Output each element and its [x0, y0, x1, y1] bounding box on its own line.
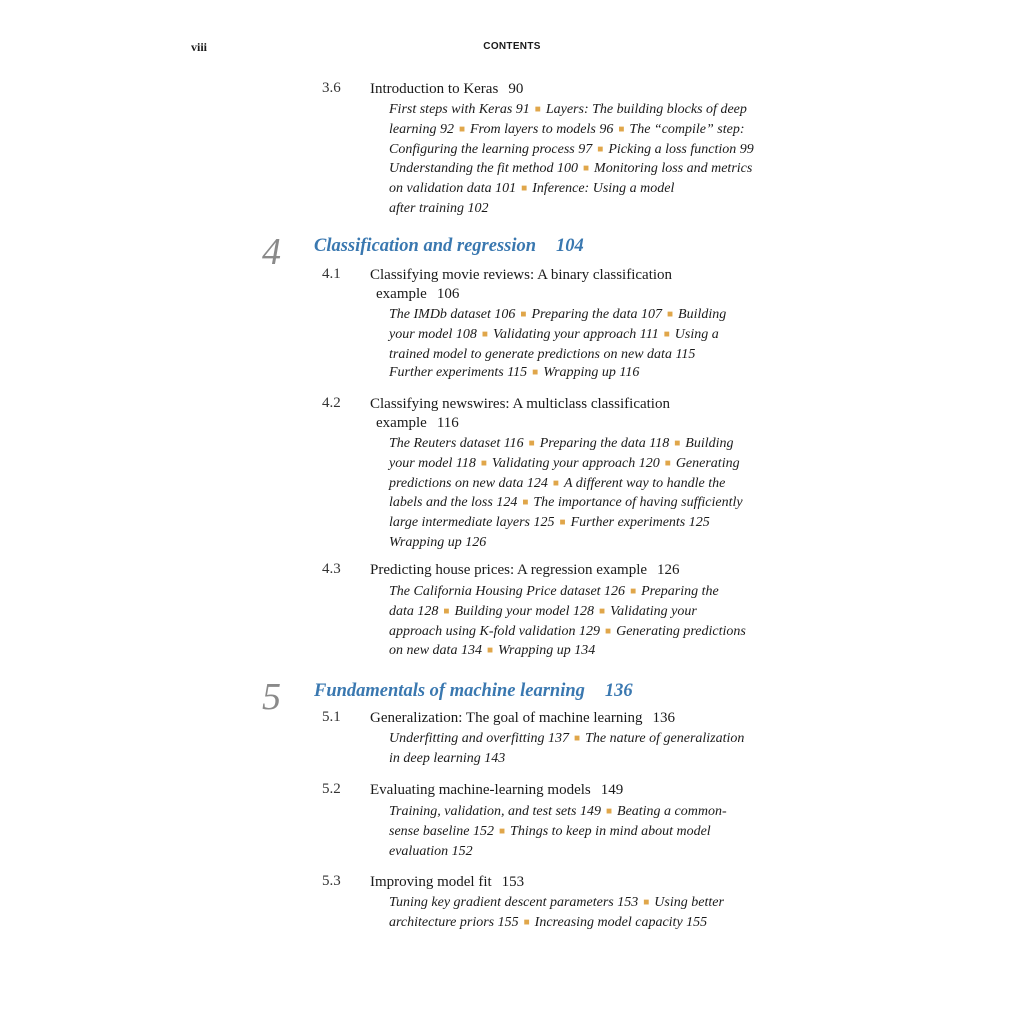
- separator-bullet-icon: ■: [618, 123, 625, 135]
- subtopic-line: [389, 364, 789, 384]
- subtopic-entry[interactable]: sense baseline 152: [389, 823, 494, 839]
- subtopic-entry[interactable]: Building your model 128: [454, 603, 595, 619]
- section-title[interactable]: Classifying newswires: A multiclass classification example 116: [370, 396, 670, 431]
- separator-bullet-icon: ■: [481, 328, 488, 340]
- subtopic-entry[interactable]: The Reuters dataset 116: [389, 436, 524, 451]
- subtopic-line: [389, 583, 789, 603]
- section-title[interactable]: Evaluating machine-learning models 149: [370, 782, 624, 798]
- subtopic-entry[interactable]: Using a: [674, 326, 719, 342]
- subtopics: [389, 803, 789, 861]
- subtopic-entry[interactable]: approach using K-fold validation 129: [389, 623, 601, 639]
- section-number: 5.2: [322, 781, 341, 797]
- chapter-title[interactable]: Fundamentals of machine learning 136: [314, 681, 633, 701]
- chapter-title[interactable]: Classification and regression 104: [314, 236, 584, 256]
- chapter-number: 5: [262, 676, 281, 718]
- subtopic-line: [389, 534, 789, 553]
- subtopic-entry[interactable]: Inference: Using a model: [532, 181, 675, 197]
- subtopic-line: [389, 642, 789, 662]
- separator-bullet-icon: ■: [574, 733, 581, 744]
- subtopic-entry[interactable]: your model 118: [389, 455, 476, 471]
- subtopic-entry[interactable]: trained model to generate predictions on new data 115: [389, 346, 696, 362]
- subtopic-entry[interactable]: Increasing model capacity 155: [534, 914, 708, 930]
- subtopic-entry[interactable]: predictions on new data 124: [389, 475, 548, 491]
- separator-bullet-icon: ■: [498, 825, 506, 837]
- separator-bullet-icon: ■: [458, 123, 465, 135]
- subtopic-entry[interactable]: First steps with Keras 91: [389, 102, 530, 117]
- subtopic-entry[interactable]: Using better: [654, 895, 724, 910]
- section-page: 90: [508, 81, 524, 97]
- subtopic-line: [389, 455, 789, 475]
- subtopic-entry[interactable]: large intermediate layers 125: [389, 515, 555, 531]
- subtopic-entry[interactable]: Training, validation, and test sets 149: [389, 804, 601, 819]
- subtopic-entry[interactable]: in deep learning 143: [389, 750, 506, 766]
- separator-bullet-icon: ■: [597, 143, 604, 155]
- subtopic-line: [389, 475, 789, 495]
- subtopic-entry[interactable]: Understanding the fit method 100: [389, 161, 578, 177]
- subtopic-entry[interactable]: The California Housing Price dataset 126: [389, 584, 626, 599]
- separator-bullet-icon: ■: [674, 438, 681, 449]
- subtopic-entry[interactable]: Monitoring loss and metrics: [594, 161, 753, 177]
- subtopic-line: [389, 603, 789, 623]
- subtopics: [389, 435, 789, 553]
- subtopic-entry[interactable]: Beating a common-: [617, 804, 727, 819]
- subtopic-line: [389, 200, 789, 219]
- subtopic-entry[interactable]: Picking a loss function 99: [608, 141, 754, 157]
- subtopic-line: [389, 730, 789, 750]
- separator-bullet-icon: ■: [663, 328, 670, 340]
- subtopic-entry[interactable]: Wrapping up 126: [389, 534, 487, 550]
- subtopic-line: [389, 101, 789, 121]
- subtopics: [389, 894, 789, 934]
- section-title[interactable]: Improving model fit 153: [370, 874, 525, 890]
- separator-bullet-icon: ■: [605, 806, 613, 817]
- separator-bullet-icon: ■: [480, 457, 487, 469]
- section-page: 136: [652, 710, 676, 726]
- chapter-number: 4: [262, 231, 281, 273]
- subtopic-entry[interactable]: Wrapping up 134: [498, 643, 596, 659]
- subtopic-line: [389, 623, 789, 643]
- subtopic-entry[interactable]: data 128: [389, 603, 439, 619]
- subtopics: [389, 306, 789, 384]
- separator-bullet-icon: ■: [599, 605, 606, 617]
- separator-bullet-icon: ■: [521, 183, 528, 195]
- subtopic-entry[interactable]: Tuning key gradient descent parameters 153: [389, 895, 639, 910]
- subtopic-line: [389, 914, 789, 934]
- separator-bullet-icon: ■: [664, 457, 671, 469]
- subtopic-entry[interactable]: evaluation 152: [389, 843, 473, 859]
- subtopic-entry[interactable]: Layers: The building blocks of deep: [545, 102, 747, 117]
- subtopic-line: [389, 514, 789, 534]
- subtopic-line: [389, 346, 789, 365]
- separator-bullet-icon: ■: [552, 477, 559, 489]
- subtopics: [389, 583, 789, 662]
- subtopic-entry[interactable]: Preparing the: [641, 584, 719, 599]
- subtopic-line: [389, 823, 789, 843]
- subtopic-entry[interactable]: The nature of generalization: [585, 731, 745, 746]
- subtopic-entry[interactable]: Configuring the learning process 97: [389, 141, 593, 157]
- subtopic-entry[interactable]: The “compile” step:: [629, 121, 745, 137]
- subtopic-entry[interactable]: Further experiments 125: [570, 515, 710, 531]
- subtopic-entry[interactable]: A different way to handle the: [563, 475, 726, 491]
- section-title[interactable]: Introduction to Keras 90: [370, 81, 524, 97]
- section-number: 4.3: [322, 561, 341, 577]
- section-number: 3.6: [322, 80, 341, 96]
- running-head: CONTENTS: [483, 41, 541, 52]
- subtopic-entry[interactable]: Generating: [675, 455, 740, 471]
- chapter-page: 136: [604, 681, 633, 701]
- subtopic-entry[interactable]: Validating your approach 111: [492, 326, 659, 342]
- page-number: viii: [191, 40, 208, 54]
- subtopic-entry[interactable]: Validating your approach 120: [491, 455, 660, 471]
- separator-bullet-icon: ■: [559, 517, 566, 529]
- section-page: 153: [501, 874, 525, 890]
- subtopic-line: [389, 141, 789, 161]
- subtopic-line: [389, 894, 789, 914]
- subtopic-line: [389, 160, 789, 180]
- section-title[interactable]: Predicting house prices: A regression example 126: [370, 562, 680, 578]
- subtopic-entry[interactable]: on new data 134: [389, 643, 482, 659]
- subtopic-entry[interactable]: The IMDb dataset 106: [389, 307, 516, 322]
- section-number: 4.1: [322, 266, 341, 282]
- separator-bullet-icon: ■: [630, 586, 637, 597]
- subtopic-line: [389, 180, 789, 200]
- subtopic-entry[interactable]: Underfitting and overfitting 137: [389, 731, 570, 746]
- subtopic-line: [389, 803, 789, 823]
- subtopic-line: [389, 494, 789, 514]
- chapter-page: 104: [556, 236, 584, 256]
- separator-bullet-icon: ■: [443, 605, 450, 617]
- subtopic-entry[interactable]: Further experiments 115: [389, 365, 528, 381]
- subtopic-entry[interactable]: your model 108: [389, 326, 477, 342]
- section-number: 5.1: [322, 709, 341, 725]
- separator-bullet-icon: ■: [523, 916, 530, 928]
- section-title[interactable]: Classifying movie reviews: A binary classification example 106: [370, 267, 673, 302]
- subtopic-entry[interactable]: Validating your: [610, 603, 697, 619]
- separator-bullet-icon: ■: [520, 309, 527, 320]
- section-page: 116: [436, 415, 459, 431]
- separator-bullet-icon: ■: [534, 104, 541, 115]
- subtopic-entry[interactable]: architecture priors 155: [389, 914, 519, 930]
- section-number: 5.3: [322, 873, 341, 889]
- separator-bullet-icon: ■: [583, 163, 590, 175]
- subtopic-entry[interactable]: Preparing the data 107: [531, 307, 662, 322]
- separator-bullet-icon: ■: [532, 367, 539, 379]
- subtopic-entry[interactable]: Building: [678, 307, 727, 322]
- subtopic-line: [389, 326, 789, 346]
- subtopic-entry[interactable]: Preparing the data 118: [539, 436, 670, 451]
- section-page: 149: [600, 782, 624, 798]
- subtopic-line: [389, 750, 789, 769]
- separator-bullet-icon: ■: [528, 438, 535, 449]
- subtopic-line: [389, 306, 789, 326]
- section-number: 4.2: [322, 395, 341, 411]
- subtopic-entry[interactable]: Things to keep in mind about model: [510, 823, 711, 839]
- section-page: 126: [657, 562, 680, 578]
- subtopic-line: [389, 435, 789, 455]
- subtopic-entry[interactable]: From layers to models 96: [470, 121, 614, 137]
- subtopic-line: [389, 121, 789, 141]
- subtopic-entry[interactable]: Building: [685, 436, 734, 451]
- separator-bullet-icon: ■: [643, 897, 650, 908]
- subtopic-entry[interactable]: after training 102: [389, 200, 489, 216]
- subtopic-entry[interactable]: on validation data 101: [389, 181, 517, 197]
- subtopic-entry[interactable]: labels and the loss 124: [389, 495, 518, 511]
- subtopics: [389, 730, 789, 769]
- separator-bullet-icon: ■: [522, 497, 529, 509]
- subtopic-entry[interactable]: The importance of having sufficiently: [533, 495, 743, 511]
- separator-bullet-icon: ■: [666, 309, 674, 320]
- section-title[interactable]: Generalization: The goal of machine learning 136: [370, 710, 676, 726]
- separator-bullet-icon: ■: [486, 645, 493, 657]
- subtopics: [389, 101, 789, 219]
- subtopic-entry[interactable]: Generating predictions: [616, 623, 746, 639]
- subtopic-entry[interactable]: Wrapping up 116: [543, 365, 640, 381]
- subtopic-line: [389, 843, 789, 862]
- section-page: 106: [436, 286, 460, 302]
- subtopic-entry[interactable]: learning 92: [389, 121, 454, 137]
- separator-bullet-icon: ■: [605, 625, 612, 637]
